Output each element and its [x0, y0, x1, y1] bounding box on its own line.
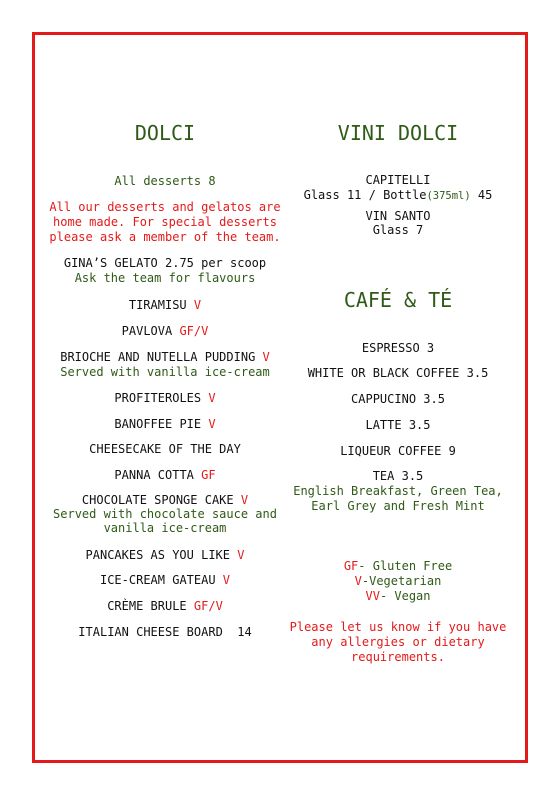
tea-note-1: English Breakfast, Green Tea, — [293, 484, 503, 498]
chocolate-cake-note-2: vanilla ice-cream — [103, 521, 227, 535]
menu-item-cheesecake: CHEESECAKE OF THE DAY — [89, 442, 241, 456]
allergy-note-3: requirements. — [351, 650, 445, 664]
homemade-note-line-3: please ask a member of the team. — [49, 230, 281, 244]
cafe-item-espresso: ESPRESSO 3 — [361, 341, 435, 355]
vin-santo-name: VIN SANTO — [365, 209, 431, 223]
dietary-tag: GF/V — [179, 324, 209, 338]
price-note: All desserts 8 — [114, 174, 216, 188]
cafe-item-tea: TEA 3.5 — [372, 469, 424, 483]
menu-item-chocolate-cake: CHOCOLATE SPONGE CAKE V — [81, 493, 249, 507]
homemade-note-line-2: home made. For special desserts — [53, 215, 277, 229]
legend-vegan: VV- Vegan — [365, 589, 431, 603]
cafe-item-coffee: WHITE OR BLACK COFFEE 3.5 — [307, 366, 489, 380]
cafe-item-latte: LATTE 3.5 — [365, 418, 431, 432]
dietary-tag: V — [208, 391, 216, 405]
menu-item-pancakes: PANCAKES AS YOU LIKE V — [85, 548, 245, 562]
tea-note-2: Earl Grey and Fresh Mint — [311, 499, 485, 513]
menu-item-brioche: BRIOCHE AND NUTELLA PUDDING V — [60, 350, 270, 364]
dietary-tag: V — [193, 298, 202, 312]
vin-santo-price: Glass 7 — [372, 223, 424, 237]
homemade-note-line-1: All our desserts and gelatos are — [49, 200, 281, 214]
menu-item-cheese-board: ITALIAN CHEESE BOARD 14 — [78, 625, 252, 639]
dietary-tag: V — [240, 493, 249, 507]
allergy-note-1: Please let us know if you have — [289, 620, 507, 634]
cafe-heading: CAFÉ & TÉ — [343, 288, 453, 312]
allergy-note-2: any allergies or dietary — [311, 635, 485, 649]
vini-dolci-heading: VINI DOLCI — [337, 121, 459, 145]
menu-item-banoffee: BANOFFEE PIE V — [114, 417, 216, 431]
chocolate-cake-note-1: Served with chocolate sauce and — [53, 507, 277, 521]
menu-item-gateau: ICE-CREAM GATEAU V — [99, 573, 231, 587]
capitelli-name: CAPITELLI — [365, 173, 431, 187]
dietary-tag: V — [208, 417, 216, 431]
cafe-item-liqueur-coffee: LIQUEUR COFFEE 9 — [340, 444, 456, 458]
dietary-tag: GF/V — [193, 599, 223, 613]
menu-item-gelato: GINA’S GELATO 2.75 per scoop — [63, 256, 267, 270]
capitelli-price: Glass 11 / Bottle(375ml) 45 — [303, 188, 493, 202]
menu-item-profiteroles: PROFITEROLES V — [114, 391, 216, 405]
menu-item-pavlova: PAVLOVA GF/V — [121, 324, 209, 338]
menu-item-panna-cotta: PANNA COTTA GF — [114, 468, 216, 482]
dolci-heading: DOLCI — [134, 121, 196, 145]
cafe-item-cappucino: CAPPUCINO 3.5 — [351, 392, 445, 406]
dietary-tag: V — [237, 548, 245, 562]
brioche-note: Served with vanilla ice-cream — [60, 365, 270, 379]
dietary-tag: V — [222, 573, 231, 587]
bottle-volume: (375ml) — [426, 190, 471, 202]
dietary-tag: V — [262, 350, 270, 364]
legend-gluten-free: GF- Gluten Free — [343, 559, 453, 573]
menu-item-tiramisu: TIRAMISU V — [128, 298, 202, 312]
dietary-tag: GF — [201, 468, 216, 482]
menu-item-creme-brule: CRÈME BRULE GF/V — [107, 599, 223, 613]
legend-vegetarian: V-Vegetarian — [354, 574, 442, 588]
gelato-note: Ask the team for flavours — [74, 271, 256, 285]
